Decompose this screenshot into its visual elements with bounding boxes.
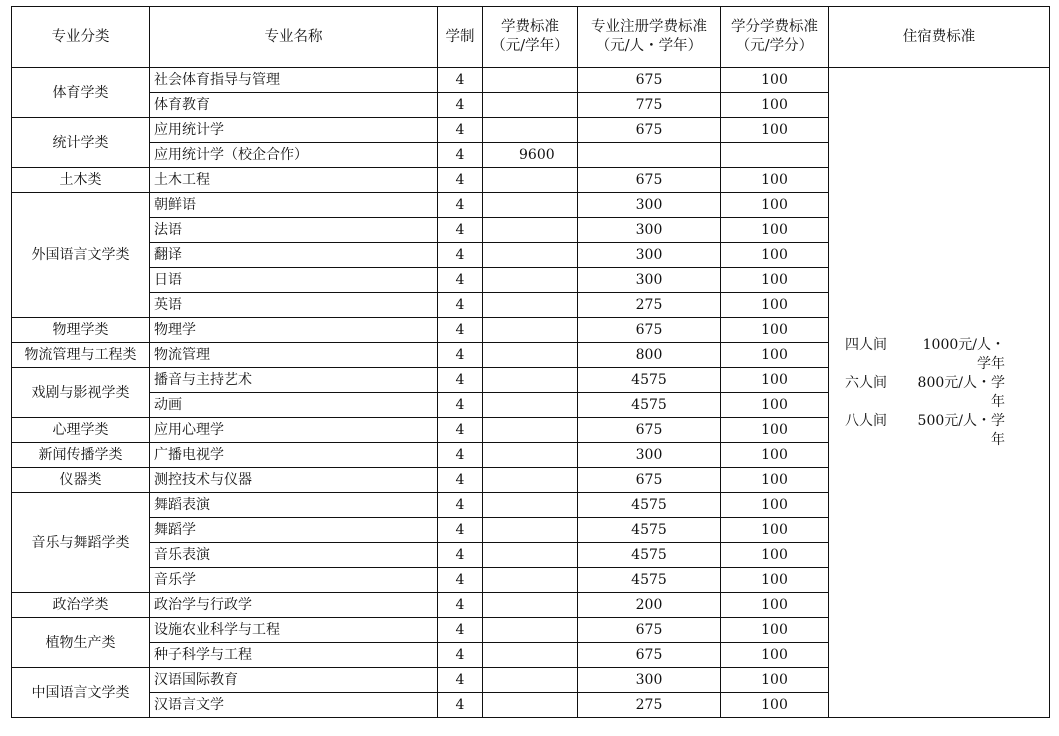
registration-fee-cell: 800 (578, 343, 721, 368)
registration-fee-cell: 300 (578, 243, 721, 268)
registration-fee-cell: 275 (578, 693, 721, 718)
table-body (12, 68, 1050, 718)
credit-fee-cell: 100 (721, 118, 829, 143)
years-cell: 4 (438, 68, 483, 93)
credit-fee-cell: 100 (721, 518, 829, 543)
years-cell: 4 (438, 668, 483, 693)
tuition-cell (483, 443, 578, 468)
registration-fee-cell: 4575 (578, 393, 721, 418)
registration-fee-cell: 300 (578, 668, 721, 693)
credit-fee-cell: 100 (721, 343, 829, 368)
major-cell: 物理学 (150, 318, 438, 343)
years-cell: 4 (438, 393, 483, 418)
registration-fee-cell: 300 (578, 268, 721, 293)
years-cell: 4 (438, 643, 483, 668)
registration-fee-cell: 675 (578, 643, 721, 668)
years-cell: 4 (438, 568, 483, 593)
major-cell: 翻译 (150, 243, 438, 268)
major-cell: 音乐表演 (150, 543, 438, 568)
major-cell: 汉语国际教育 (150, 668, 438, 693)
credit-fee-cell: 100 (721, 168, 829, 193)
registration-fee-cell: 4575 (578, 543, 721, 568)
years-cell: 4 (438, 493, 483, 518)
dorm-room-price: 800元/人・学年 (917, 374, 1005, 410)
category-cell: 中国语言文学类 (12, 668, 150, 718)
major-cell: 应用统计学 (150, 118, 438, 143)
registration-fee-cell: 4575 (578, 518, 721, 543)
tuition-cell (483, 193, 578, 218)
major-cell: 法语 (150, 218, 438, 243)
registration-fee-cell: 675 (578, 618, 721, 643)
major-cell: 土木工程 (150, 168, 438, 193)
registration-fee-cell: 675 (578, 318, 721, 343)
years-cell: 4 (438, 143, 483, 168)
tuition-cell (483, 118, 578, 143)
tuition-cell (483, 543, 578, 568)
years-cell: 4 (438, 218, 483, 243)
header-credit (721, 7, 829, 68)
tuition-cell (483, 343, 578, 368)
tuition-cell (483, 368, 578, 393)
registration-fee-cell: 200 (578, 593, 721, 618)
major-cell: 播音与主持艺术 (150, 368, 438, 393)
major-cell: 应用统计学（校企合作） (150, 143, 438, 168)
credit-fee-cell: 100 (721, 418, 829, 443)
years-cell: 4 (438, 368, 483, 393)
credit-fee-cell: 100 (721, 368, 829, 393)
years-cell: 4 (438, 343, 483, 368)
category-cell: 心理学类 (12, 418, 150, 443)
major-cell: 测控技术与仪器 (150, 468, 438, 493)
major-cell: 政治学与行政学 (150, 593, 438, 618)
credit-fee-cell: 100 (721, 93, 829, 118)
tuition-cell (483, 568, 578, 593)
tuition-cell (483, 643, 578, 668)
major-cell: 汉语言文学 (150, 693, 438, 718)
major-cell: 日语 (150, 268, 438, 293)
years-cell: 4 (438, 418, 483, 443)
credit-fee-cell: 100 (721, 593, 829, 618)
category-cell: 土木类 (12, 168, 150, 193)
years-cell: 4 (438, 443, 483, 468)
header-tuition (483, 7, 578, 68)
years-cell: 4 (438, 518, 483, 543)
registration-fee-cell: 675 (578, 168, 721, 193)
header-row (12, 7, 1050, 68)
category-cell: 物理学类 (12, 318, 150, 343)
credit-fee-cell: 100 (721, 468, 829, 493)
major-cell: 社会体育指导与管理 (150, 68, 438, 93)
category-cell: 体育学类 (12, 68, 150, 118)
tuition-cell (483, 318, 578, 343)
credit-fee-cell: 100 (721, 443, 829, 468)
header-credit-line2: （元/学分） (735, 38, 814, 54)
credit-fee-cell: 100 (721, 568, 829, 593)
years-cell: 4 (438, 243, 483, 268)
credit-fee-cell: 100 (721, 393, 829, 418)
fee-table (11, 6, 1050, 718)
fee-standard-sheet (11, 6, 1050, 718)
years-cell: 4 (438, 268, 483, 293)
header-tuition-line1: 学费标准 (501, 19, 559, 35)
dorm-room-price: 500元/人・学年 (917, 412, 1005, 448)
tuition-cell: 9600 (483, 143, 578, 168)
tuition-cell (483, 168, 578, 193)
dorm-room-type: 八人间 (845, 412, 887, 429)
years-cell: 4 (438, 93, 483, 118)
major-cell: 舞蹈表演 (150, 493, 438, 518)
category-cell: 统计学类 (12, 118, 150, 168)
tuition-cell (483, 418, 578, 443)
category-cell: 外国语言文学类 (12, 193, 150, 318)
credit-fee-cell: 100 (721, 243, 829, 268)
major-cell: 体育教育 (150, 93, 438, 118)
credit-fee-cell: 100 (721, 618, 829, 643)
tuition-cell (483, 693, 578, 718)
header-category: 专业分类 (12, 7, 150, 68)
major-cell: 种子科学与工程 (150, 643, 438, 668)
header-major: 专业名称 (150, 7, 438, 68)
header-registration-line2: （元/人・学年） (595, 38, 703, 54)
category-cell: 政治学类 (12, 593, 150, 618)
registration-fee-cell (578, 143, 721, 168)
major-cell: 应用心理学 (150, 418, 438, 443)
credit-fee-cell: 100 (721, 693, 829, 718)
header-years: 学制 (438, 7, 483, 68)
tuition-cell (483, 518, 578, 543)
years-cell: 4 (438, 168, 483, 193)
years-cell: 4 (438, 543, 483, 568)
category-cell: 物流管理与工程类 (12, 343, 150, 368)
dorm-room-type: 四人间 (845, 336, 887, 353)
credit-fee-cell: 100 (721, 643, 829, 668)
major-cell: 舞蹈学 (150, 518, 438, 543)
tuition-cell (483, 268, 578, 293)
major-cell: 动画 (150, 393, 438, 418)
header-credit-line1: 学分学费标准 (731, 19, 818, 35)
tuition-cell (483, 243, 578, 268)
dorm-room-type: 六人间 (845, 374, 887, 391)
major-cell: 设施农业科学与工程 (150, 618, 438, 643)
tuition-cell (483, 218, 578, 243)
dorm-fee-cell (829, 68, 1050, 718)
registration-fee-cell: 300 (578, 218, 721, 243)
registration-fee-cell: 275 (578, 293, 721, 318)
major-cell: 广播电视学 (150, 443, 438, 468)
header-tuition-line2: （元/学年） (491, 38, 569, 54)
major-cell: 物流管理 (150, 343, 438, 368)
tuition-cell (483, 393, 578, 418)
registration-fee-cell: 4575 (578, 568, 721, 593)
tuition-cell (483, 593, 578, 618)
header-registration-line1: 专业注册学费标准 (591, 19, 707, 35)
years-cell: 4 (438, 293, 483, 318)
major-cell: 音乐学 (150, 568, 438, 593)
years-cell: 4 (438, 118, 483, 143)
credit-fee-cell: 100 (721, 543, 829, 568)
table-row (12, 68, 1050, 93)
major-cell: 朝鲜语 (150, 193, 438, 218)
registration-fee-cell: 675 (578, 68, 721, 93)
registration-fee-cell: 675 (578, 418, 721, 443)
dorm-rate-line (845, 374, 1049, 412)
registration-fee-cell: 4575 (578, 493, 721, 518)
dorm-rate-line (845, 336, 1049, 374)
years-cell: 4 (438, 618, 483, 643)
credit-fee-cell: 100 (721, 193, 829, 218)
tuition-cell (483, 293, 578, 318)
credit-fee-cell: 100 (721, 218, 829, 243)
header-dorm: 住宿费标准 (829, 7, 1050, 68)
tuition-cell (483, 668, 578, 693)
category-cell: 新闻传播学类 (12, 443, 150, 468)
credit-fee-cell: 100 (721, 68, 829, 93)
credit-fee-cell: 100 (721, 668, 829, 693)
credit-fee-cell: 100 (721, 293, 829, 318)
header-registration (578, 7, 721, 68)
registration-fee-cell: 675 (578, 118, 721, 143)
years-cell: 4 (438, 318, 483, 343)
tuition-cell (483, 493, 578, 518)
registration-fee-cell: 775 (578, 93, 721, 118)
credit-fee-cell: 100 (721, 318, 829, 343)
dorm-room-price: 1000元/人・学年 (922, 336, 1005, 372)
credit-fee-cell (721, 143, 829, 168)
category-cell: 仪器类 (12, 468, 150, 493)
category-cell: 植物生产类 (12, 618, 150, 668)
category-cell: 音乐与舞蹈学类 (12, 493, 150, 593)
tuition-cell (483, 618, 578, 643)
registration-fee-cell: 300 (578, 193, 721, 218)
major-cell: 英语 (150, 293, 438, 318)
dorm-rate-line (845, 412, 1049, 450)
category-cell: 戏剧与影视学类 (12, 368, 150, 418)
registration-fee-cell: 300 (578, 443, 721, 468)
tuition-cell (483, 93, 578, 118)
years-cell: 4 (438, 693, 483, 718)
years-cell: 4 (438, 468, 483, 493)
tuition-cell (483, 68, 578, 93)
years-cell: 4 (438, 593, 483, 618)
credit-fee-cell: 100 (721, 493, 829, 518)
tuition-cell (483, 468, 578, 493)
registration-fee-cell: 4575 (578, 368, 721, 393)
years-cell: 4 (438, 193, 483, 218)
credit-fee-cell: 100 (721, 268, 829, 293)
registration-fee-cell: 675 (578, 468, 721, 493)
